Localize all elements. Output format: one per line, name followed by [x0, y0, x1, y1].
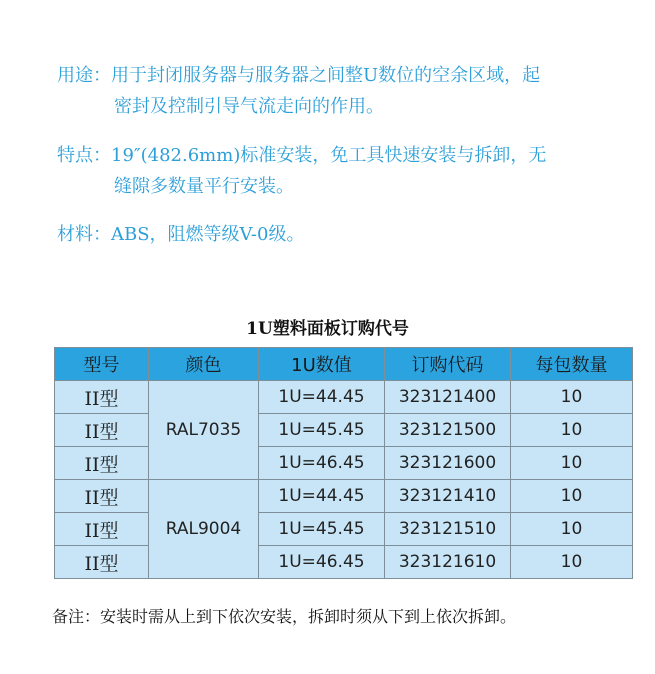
table-title: 1U塑料面板订购代号: [246, 319, 409, 339]
qty-cell: 10: [511, 414, 633, 447]
table-row: [55, 447, 633, 480]
model-cell: II型: [55, 480, 149, 513]
table-row: [55, 513, 633, 546]
code-cell: 323121400: [385, 381, 511, 414]
header-color: 颜色: [149, 348, 259, 381]
features-line-1: 特点：19″(482.6mm)标准安装，免工具快速安装与拆卸，无: [57, 145, 547, 166]
model-cell: II型: [55, 381, 149, 414]
value-cell: 1U=45.45: [259, 513, 385, 546]
material-paragraph: [57, 219, 627, 250]
value-cell: 1U=46.45: [259, 447, 385, 480]
qty-cell: 10: [511, 480, 633, 513]
code-cell: 323121600: [385, 447, 511, 480]
color-cell: RAL7035: [149, 381, 259, 480]
features-line-2: 缝隙多数量平行安装。: [114, 176, 294, 197]
usage-line-1: 用途：用于封闭服务器与服务器之间整U数位的空余区域，起: [57, 65, 541, 86]
order-code-table: [54, 347, 633, 579]
qty-cell: 10: [511, 447, 633, 480]
usage-line-2: 密封及控制引导气流走向的作用。: [114, 96, 384, 117]
header-code: 订购代码: [385, 348, 511, 381]
value-cell: 1U=45.45: [259, 414, 385, 447]
header-qty: 每包数量: [511, 348, 633, 381]
code-cell: 323121500: [385, 414, 511, 447]
table-row: [55, 414, 633, 447]
code-cell: 323121510: [385, 513, 511, 546]
code-cell: 323121610: [385, 546, 511, 579]
table-row: [55, 546, 633, 579]
value-cell: 1U=44.45: [259, 480, 385, 513]
code-cell: 323121410: [385, 480, 511, 513]
model-cell: II型: [55, 546, 149, 579]
qty-cell: 10: [511, 546, 633, 579]
value-cell: 1U=46.45: [259, 546, 385, 579]
installation-note: 备注：安装时需从上到下依次安装，拆卸时须从下到上依次拆卸。: [52, 607, 517, 626]
qty-cell: 10: [511, 381, 633, 414]
table-header-row: [55, 348, 633, 381]
model-cell: II型: [55, 513, 149, 546]
material-line: 材料：ABS，阻燃等级V-0级。: [57, 224, 305, 245]
table-row: [55, 381, 633, 414]
model-cell: II型: [55, 447, 149, 480]
color-cell: RAL9004: [149, 480, 259, 579]
value-cell: 1U=44.45: [259, 381, 385, 414]
features-paragraph: [57, 140, 627, 202]
header-model: 型号: [55, 348, 149, 381]
header-value: 1U数值: [259, 348, 385, 381]
usage-paragraph: [57, 60, 627, 122]
model-cell: II型: [55, 414, 149, 447]
table-row: [55, 480, 633, 513]
qty-cell: 10: [511, 513, 633, 546]
